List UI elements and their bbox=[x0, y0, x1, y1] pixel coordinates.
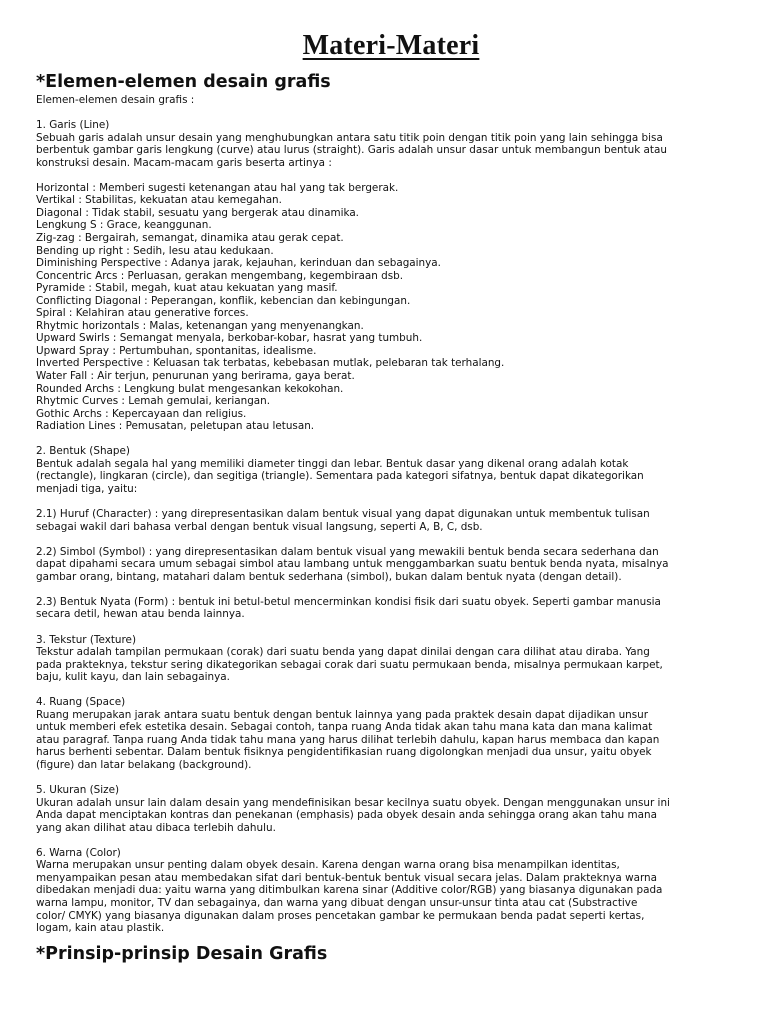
section-heading-principles: *Prinsip-prinsip Desain Grafis bbox=[36, 943, 328, 964]
text-line: Conflicting Diagonal : Peperangan, konflik, kebencian dan kebingungan. bbox=[36, 294, 411, 307]
text-line: 5. Ukuran (Size) bbox=[36, 784, 120, 797]
text-line: Water Fall : Air terjun, penurunan yang berirama, gaya berat. bbox=[36, 370, 355, 383]
text-line: Zig-zag : Bergairah, semangat, dinamika atau gerak cepat. bbox=[36, 232, 344, 245]
text-line: Bending up right : Sedih, lesu atau kedukaan. bbox=[36, 244, 274, 257]
text-line: untuk memberi efek estetika desain. Sebagai contoh, tanpa ruang Anda tidak akan tahu mana kata dan mana kalimat bbox=[36, 721, 653, 734]
paragraph-gap bbox=[36, 772, 746, 785]
text-line: Inverted Perspective : Keluasan tak terbatas, kebebasan mutlak, pelebaran tak terhalang. bbox=[36, 357, 505, 370]
paragraph-gap bbox=[36, 496, 746, 509]
text-line: Warna merupakan unsur penting dalam obyek desain. Karena dengan warna orang bisa menampilkan identitas, bbox=[36, 859, 620, 872]
text-line: (rectangle), lingkaran (circle), dan segitiga (triangle). Sementara pada kategori sifatnya, bentuk dapat dikategorikan bbox=[36, 470, 644, 483]
text-line: Radiation Lines : Pemusatan, peletupan atau letusan. bbox=[36, 420, 315, 433]
paragraph-gap bbox=[36, 533, 746, 546]
paragraph-gap bbox=[36, 433, 746, 446]
text-line: Rhytmic Curves : Lemah gemulai, keriangan. bbox=[36, 395, 271, 408]
text-line: berbentuk gambar garis lengkung (curve) atau lurus (straight). Garis adalah unsur dasar untuk membangun bentuk atau bbox=[36, 144, 667, 157]
text-line: 2.3) Bentuk Nyata (Form) : bentuk ini betul-betul mencerminkan kondisi fisik dari suatu obyek. Seperti gambar manusia bbox=[36, 595, 661, 608]
text-line: Concentric Arcs : Perluasan, gerakan mengembang, kegembiraan dsb. bbox=[36, 269, 404, 282]
text-line: sebagai wakil dari bahasa verbal dengan bentuk visual langsung, seperti A, B, C, dsb. bbox=[36, 520, 483, 533]
paragraph-gap bbox=[36, 834, 746, 847]
text-line: Horizontal : Memberi sugesti ketenangan atau hal yang tak bergerak. bbox=[36, 181, 399, 194]
text-line: 4. Ruang (Space) bbox=[36, 696, 126, 709]
text-line: menjadi tiga, yaitu: bbox=[36, 482, 138, 495]
text-line: Ukuran adalah unsur lain dalam desain yang mendefinisikan besar kecilnya suatu obyek. Dengan menggunakan unsur ini bbox=[36, 796, 670, 809]
text-line: logam, kain atau plastik. bbox=[36, 922, 165, 935]
text-line: 2.2) Simbol (Symbol) : yang direpresentasikan dalam bentuk visual yang mewakili bentuk benda secara sederhana dan bbox=[36, 545, 659, 558]
text-line: atau paragraf. Tanpa ruang Anda tidak tahu mana yang harus dilihat terlebih dahulu, kapan harus membaca dan kapan bbox=[36, 733, 660, 746]
text-line: Elemen-elemen desain grafis : bbox=[36, 94, 195, 106]
text-line: Anda dapat menciptakan kontras dan penekanan (emphasis) pada obyek desain anda sehingga orang akan tahu mana bbox=[36, 809, 657, 822]
text-line: Rounded Archs : Lengkung bulat mengesankan kekokohan. bbox=[36, 382, 344, 395]
text-line: Lengkung S : Grace, keanggunan. bbox=[36, 219, 212, 232]
text-line: color/ CMYK) yang biasanya digunakan dalam proses pencetakan gambar ke permukaan benda padat seperti kertas, bbox=[36, 909, 645, 922]
text-line: Gothic Archs : Kepercayaan dan religius. bbox=[36, 407, 247, 420]
text-line: 3. Tekstur (Texture) bbox=[36, 633, 136, 646]
text-line: Sebuah garis adalah unsur desain yang menghubungkan antara satu titik poin dengan titik poin yang lain sehingga bisa bbox=[36, 131, 663, 144]
text-line: harus berhenti sebentar. Dalam bentuk fisiknya pengidentifikasian ruang digolongkan menjadi dua unsur, yaitu obyek bbox=[36, 746, 652, 759]
text-line: Spiral : Kelahiran atau generative forces. bbox=[36, 307, 249, 320]
text-line: warna lampu, monitor, TV dan sebagainya, dan warna yang dibuat dengan unsur-unsur tinta atau cat (Substractive bbox=[36, 897, 638, 909]
text-line: yang akan dilihat atau dibaca terlebih dahulu. bbox=[36, 821, 276, 834]
text-line: (figure) dan latar belakang (background). bbox=[36, 758, 252, 771]
paragraph-gap bbox=[36, 583, 746, 596]
paragraph-gap bbox=[36, 169, 746, 182]
text-line: baju, kulit kayu, dan lain sebagainya. bbox=[36, 671, 230, 684]
text-line: 1. Garis (Line) bbox=[36, 119, 110, 132]
text-line: 2. Bentuk (Shape) bbox=[36, 445, 130, 458]
text-line: gambar orang, bintang, matahari dalam bentuk sederhana (simbol), bukan dalam bentuk nyata (dengan detail). bbox=[36, 570, 622, 583]
text-line: menyampaikan pesan atau membedakan sifat dari bentuk-bentuk bentuk visual secara jelas. Dalam prakteknya warna bbox=[36, 871, 658, 884]
text-line: Vertikal : Stabilitas, kekuatan atau kemegahan. bbox=[36, 194, 282, 207]
text-line: Tekstur adalah tampilan permukaan (corak) dari suatu benda yang dapat dinilai dengan cara dilihat atau diraba. Yang bbox=[36, 646, 650, 659]
text-line: Ruang merupakan jarak antara suatu bentuk dengan bentuk lainnya yang pada praktek desain dapat dijadikan unsur bbox=[36, 708, 649, 721]
paragraph-gap bbox=[36, 684, 746, 697]
paragraph-gap bbox=[36, 107, 746, 120]
document-body bbox=[36, 94, 746, 935]
text-line: pada prakteknya, tekstur sering dikategorikan sebagai corak dari suatu permukaan benda, misalnya permukaan karpet, bbox=[36, 658, 663, 671]
text-line: dibedakan menjadi dua: yaitu warna yang ditimbulkan karena sinar (Additive color/RGB) yang biasanya digunakan pada bbox=[36, 884, 663, 897]
text-line: Diagonal : Tidak stabil, sesuatu yang bergerak atau dinamika. bbox=[36, 206, 359, 219]
text-line: secara detil, hewan atau benda lainnya. bbox=[36, 608, 245, 621]
text-line: konstruksi desain. Macam-macam garis beserta artinya : bbox=[36, 156, 332, 169]
text-line: Upward Swirls : Semangat menyala, berkobar-kobar, hasrat yang tumbuh. bbox=[36, 332, 423, 345]
text-line: 6. Warna (Color) bbox=[36, 846, 121, 859]
section-heading-elements: *Elemen-elemen desain grafis bbox=[36, 72, 331, 92]
text-line: Bentuk adalah segala hal yang memiliki diameter tinggi dan lebar. Bentuk dasar yang dikenal orang adalah kotak bbox=[36, 457, 629, 470]
text-line: Pyramide : Stabil, megah, kuat atau kekuatan yang masif. bbox=[36, 282, 338, 295]
text-line: 2.1) Huruf (Character) : yang direpresentasikan dalam bentuk visual yang dapat digunakan untuk membentuk tulisan bbox=[36, 508, 650, 521]
text-line: Diminishing Perspective : Adanya jarak, kejauhan, kerinduan dan sebagainya. bbox=[36, 257, 441, 270]
paragraph-gap bbox=[36, 621, 746, 634]
page-title: Materi-Materi bbox=[302, 30, 480, 61]
text-line: dapat dipahami secara umum sebagai simbol atau lambang untuk menggambarkan suatu bentuk benda nyata, misalnya bbox=[36, 558, 669, 571]
text-line: Upward Spray : Pertumbuhan, spontanitas, idealisme. bbox=[36, 344, 317, 357]
text-line: Rhytmic horizontals : Malas, ketenangan yang menyenangkan. bbox=[36, 319, 364, 332]
